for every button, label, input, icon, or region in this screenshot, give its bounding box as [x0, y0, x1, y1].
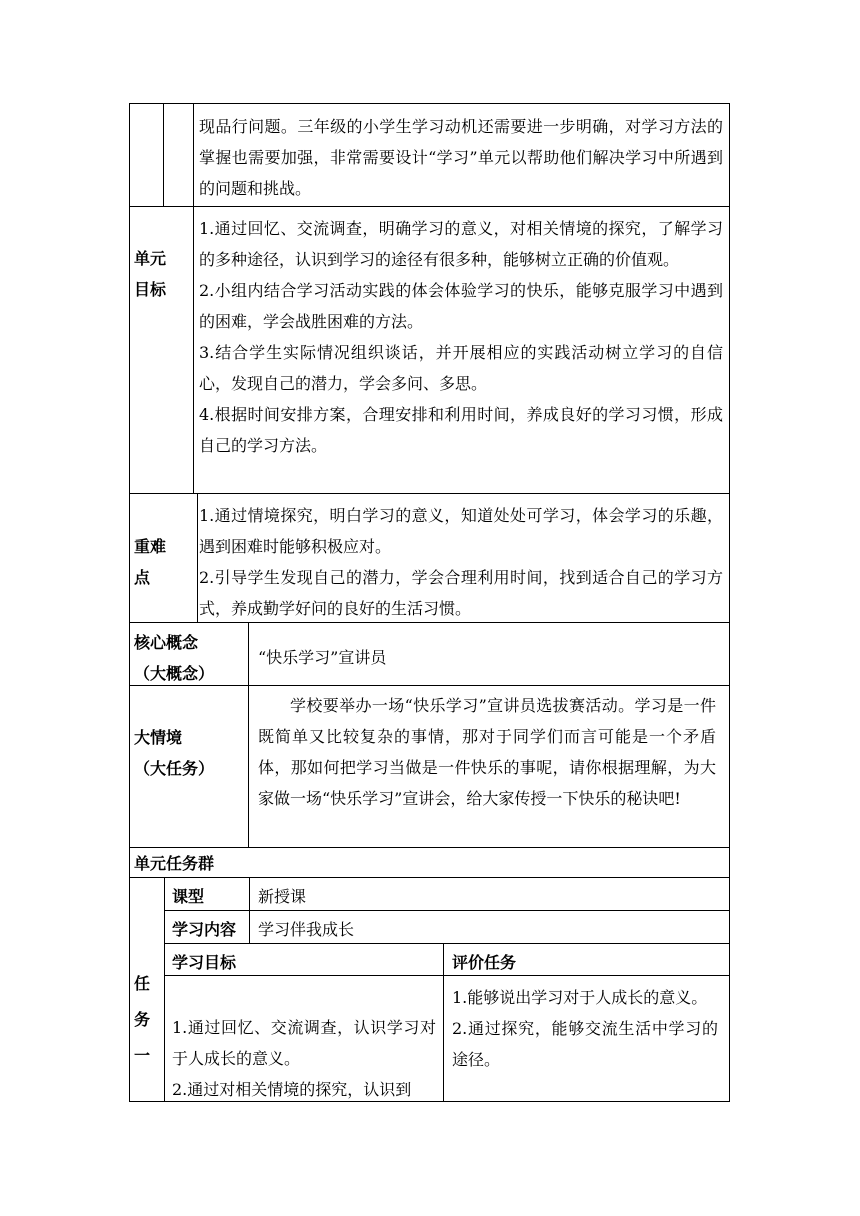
- task-one-label-char: 一: [134, 1046, 151, 1065]
- big-situation-label: [134, 722, 246, 784]
- goals-text: 1.通过回忆、交流调查，认识学习对于人成长的意义。 2.通过对相关情境的探究，认识到: [172, 1018, 436, 1099]
- table-border: [164, 975, 730, 976]
- table-border: [193, 206, 194, 493]
- key-points-content: [199, 500, 723, 624]
- unit-goal-item: 4.根据时间安排方案，合理安排和利用时间，养成良好的学习习惯，形成自己的学习方法。: [199, 405, 723, 455]
- table-border: [129, 493, 730, 494]
- task-one-label: [134, 966, 158, 1074]
- big-situation-paragraph: 学校要举办一场“快乐学习”宣讲员选拔赛活动。学习是一件既简单又比较复杂的事情，那对于同学们而言可能是一个矛盾体，那如何把学习当做是一件快乐的事呢，请你根据理解，为大家做一场“快乐学习”宣讲会，给大家传授一下快乐的秘诀吧!: [258, 696, 716, 808]
- table-border: [193, 103, 194, 206]
- eval-text: 1.能够说出学习对于人成长的意义。 2.通过探究，能够交流生活中学习的途径。: [452, 988, 718, 1069]
- background-paragraph: 现品行问题。三年级的小学生学习动机还需要进一步明确，对学习方法的掌握也需要加强，非常需要设计“学习”单元以帮助他们解决学习中所遇到的问题和挑战。: [199, 117, 723, 198]
- table-border: [129, 103, 130, 1102]
- table-border: [129, 622, 730, 623]
- goals-header: 学习目标: [172, 953, 237, 972]
- task-one-label-char: 务: [134, 1010, 151, 1029]
- content-value: 学习伴我成长: [258, 920, 355, 939]
- table-border: [164, 943, 730, 944]
- key-points-label: [134, 531, 194, 593]
- unit-goal-item: 2.小组内结合学习活动实践的体会体验学习的快乐，能够克服学习中遇到的困难，学会战胜困难的方法。: [199, 281, 723, 331]
- unit-goal-item: 1.通过回忆、交流调查，明确学习的意义，对相关情境的探究，了解学习的多种途径，认识到学习的途径有很多种，能够树立正确的价值观。: [199, 219, 723, 269]
- table-border: [248, 622, 249, 847]
- key-point-item: 2.引导学生发现自己的潜力，学会合理利用时间，找到适合自己的学习方式，养成勤学好问的良好的生活习惯。: [199, 568, 723, 618]
- big-situation-label-line1: 大情境: [134, 728, 183, 747]
- big-situation-content: [258, 690, 716, 814]
- table-border: [197, 493, 198, 622]
- table-border: [129, 685, 730, 686]
- table-border: [164, 910, 730, 911]
- table-border: [443, 943, 444, 1102]
- key-points-label-line1: 重难: [134, 537, 167, 556]
- table-border: [129, 847, 730, 848]
- core-concept-value: “快乐学习”宣讲员: [258, 648, 387, 667]
- core-concept-label: [134, 627, 246, 689]
- table-border: [129, 206, 730, 207]
- unit-goal-item: 3.结合学生实际情况组织谈话，并开展相应的实践活动树立学习的自信心，发现自己的潜力，学会多问、多思。: [199, 343, 723, 393]
- table-border: [129, 1101, 730, 1102]
- key-point-item: 1.通过情境探究，明白学习的意义，知道处处可学习，体会学习的乐趣，遇到困难时能够积极应对。: [199, 506, 723, 556]
- eval-header: 评价任务: [452, 953, 517, 972]
- table-border: [163, 103, 164, 206]
- core-concept-label-line2: （大概念）: [134, 664, 215, 683]
- lesson-type-value: 新授课: [258, 887, 307, 906]
- content-label: 学习内容: [172, 920, 237, 939]
- task-group-label: 单元任务群: [134, 854, 215, 873]
- unit-goals-label-line2: 目标: [134, 280, 167, 299]
- core-concept-label-line1: 核心概念: [134, 633, 199, 652]
- table-border: [729, 103, 730, 1102]
- table-border: [129, 877, 730, 878]
- background-text: [199, 111, 723, 204]
- unit-goals-label: [134, 243, 194, 305]
- lesson-type-label: 课型: [172, 887, 205, 906]
- unit-goals-content: [199, 213, 723, 461]
- big-situation-label-line2: （大任务）: [134, 759, 215, 778]
- table-border: [129, 103, 730, 104]
- key-points-label-line2: 点: [134, 568, 151, 587]
- unit-goals-label-line1: 单元: [134, 249, 167, 268]
- task-one-label-char: 任: [134, 974, 151, 993]
